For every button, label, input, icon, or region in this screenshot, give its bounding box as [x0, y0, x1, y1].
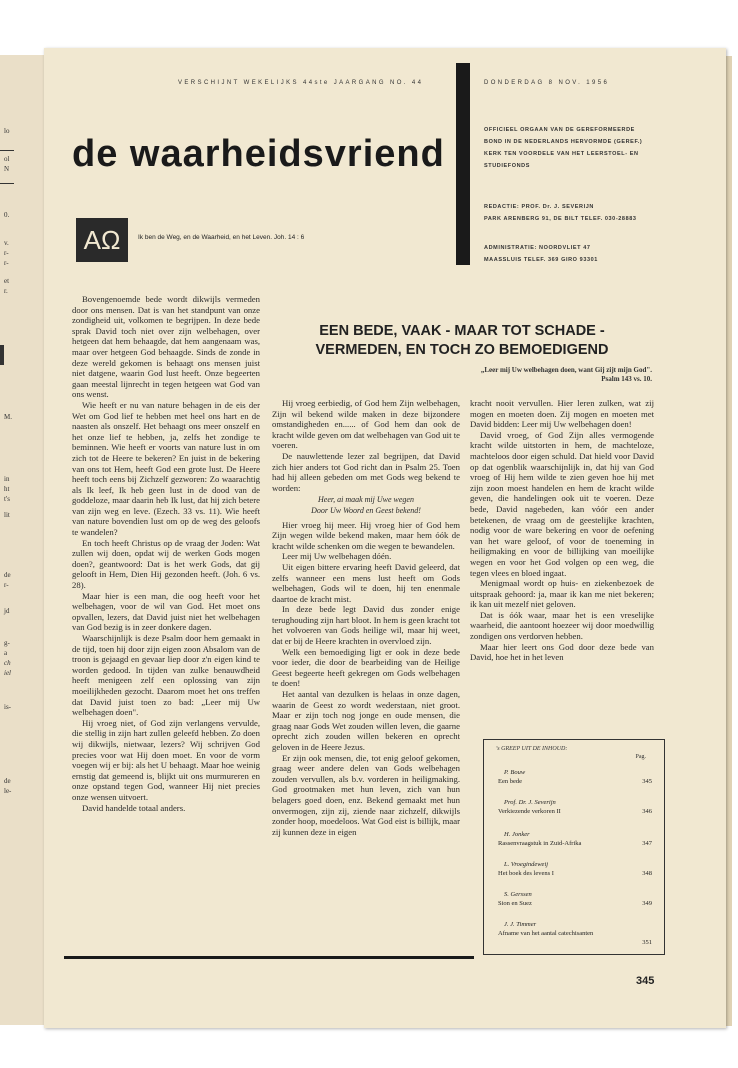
- fragment-text: iel: [4, 669, 11, 677]
- fragment-rule: [0, 183, 14, 184]
- page-number: 345: [636, 975, 655, 987]
- toc-title: 's GREEP UIT DE INHOUD:: [496, 746, 568, 752]
- toc-entry: J. J. Timmer Afname van het aantal catechisanten 351: [498, 921, 652, 946]
- toc-entry: Prof. Dr. J. Severijn Verkiezende verkoren II 346: [498, 799, 652, 815]
- fragment-text: et: [4, 277, 10, 285]
- fragment-text: jd: [4, 607, 10, 615]
- fragment-text: de: [4, 777, 11, 785]
- fragment-text: ch: [4, 659, 11, 667]
- fragment-text: r-: [4, 259, 9, 267]
- fragment-text: ol: [4, 155, 10, 163]
- epigraph: „Leer mij Uw welbehagen doen, want Gij zijt mijn God". Psalm 143 vs. 10.: [480, 366, 652, 383]
- fragment-text: t's: [4, 495, 10, 503]
- fragment-text: ht: [4, 485, 10, 493]
- issue-line: VERSCHIJNT WEKELIJKS 44ste JAARGANG NO. 44: [178, 80, 424, 86]
- fragment-text: de: [4, 571, 11, 579]
- toc-entry: H. Jonker Rassenvraagstuk in Zuid-Afrika 347: [498, 831, 652, 847]
- fragment-text: N: [4, 165, 10, 173]
- fragment-text: r-: [4, 581, 9, 589]
- table-of-contents: [483, 739, 665, 955]
- toc-page-label: Pag.: [635, 754, 646, 760]
- fragment-text: r.: [4, 287, 8, 295]
- motto: Ik ben de Weg, en de Waarheid, en het Leven. Joh. 14 : 6: [138, 234, 305, 241]
- fragment-text: le-: [4, 787, 12, 795]
- article-column-1: Bovengenoemde bede wordt dikwijls vermeden door ons mensen. Dat is van het standpunt van onze zondigheid uit, volkomen te begrijpen. In deze bede sprak David toch niet over zijn welbehagen, over hetgeen dat hem behaagde, dat hem aangenaam was, maar over hetgeen God behaagde. Sinds de zonde in deze wereld gekomen is behaagt ons mensen juist niet datgene, waarin God lust heeft. Onze begeerten gaan meestal lijnrecht in tegen hetgeen wat God van ons wenst. Wie heeft er nu van nature behagen in de eis der Wet om God lief te hebben met heel ons hart en de naasten als onszelf. Het behaagt ons meer onszelf en het onze lief te hebben, ja, zelfs het zondige te beminnen. Wie heeft er voorts van nature lust in om zich tot de Heere te bekeren? En juist in de bekering van ons tot Hem, heeft God een grote lust. De Heere heeft toch eens bij Zichzelf gezworen: Zo waarachtig als Ik leef, Ik heb geen lust in de dood van de goddeloze, maar daarin heb Ik lust, dat hij zich betere van zijn weg en leve. (Ezech. 33 vs. 11). Wie heeft van nature bovendien lust om op de weg des geloofs te wandelen? En toch heeft Christus op de vraag der Joden: Wat zullen wij doen, opdat wij de werken Gods mogen doen?, geantwoord: Dat is het werk Gods, dat gij gelooft in Hem, Dien Hij gezonden heeft. (Joh. 6 vs. 28). Maar hier is een man, die oog heeft voor het welbehagen, voor de wil van God. Het moet ons opvallen, lezers, dat David juist niet het welbehagen van God bezig is in zeer donkere dagen. Waarschijnlijk is deze Psalm door hem gemaakt in de tijd, toen hij door zijn eigen zoon Absalom van de troon is gejaagd en gevaar liep door z'n eigen kind te worden gedood. In tijden van zulke benauwdheid heeft menigeen zelf een oplossing van zijn moeilijkheden gezocht. Daarom moet het ons treffen dat David juist toen zo bad: „Leer mij Uw welbehagen doen". Hij vroeg niet, of God zijn verlangens vervulde, die stellig in zijn hart zullen geleefd hebben. Zo doen wij dikwijls, nietwaar, lezers? Wij schrijven God precies voor wat Hij doen moet. En voor de vorm voegen wij er bij: als het U behaagt. Maar hoe weinig ernstig dat gemeend is, blijkt uit ons murmureren en onze opstand tegen God, wanneer Hij niet precies onze wensen uitvoert. David handelde totaal anders.: [72, 294, 260, 813]
- toc-entry: L. Vroegindeweij Het boek des levens I 348: [498, 861, 652, 877]
- fragment-rule: [0, 150, 14, 151]
- official-organ-block: OFFICIEEL ORGAAN VAN DE GEREFORMEERDE BOND IN DE NEDERLANDS HERVORMDE (GEREF.) KERK TEN VOORDELE VAN HET LEERSTOEL- EN STUDIEFONDS: [484, 127, 643, 169]
- article-column-2: Hij vroeg eerbiedig, of God hem Zijn welbehagen, Zijn wil bekend wilde maken in deze bijzondere omstandigheden en...... of God hem dan ook de kracht wilde geven om dat welbehagen van God uit te voeren. De nauwlettende lezer zal begrijpen, dat David zich hier anders tot God richt dan in Psalm 25. Toen had hij alleen gebeden om met Gods weg bekend te worden: Heer, ai maak mij Uwe wegen Door Uw Woord en Geest bekend! Hier vroeg hij meer. Hij vroeg hier of God hem Zijn wegen wilde bekend maken, maar hem óók de kracht wilde schenken om die wegen te bewandelen. Leer mij Uw welbehagen dóén. Uit eigen bittere ervaring heeft David geleerd, dat zelfs wanneer een mens lust heeft om Gods welbehagen, Gods wil te doen, hij ten enenmale daartoe de kracht mist. In deze bede legt David dus zonder enige terughouding zijn hart bloot. In hem is geen kracht tot het volvoeren van Gods heilige wil, maar hij weet, dat er bij de Heere krachten in overvloed zijn. Welk een bemoediging ligt er ook in deze bede voor ieder, die door de bearbeiding van de Heilige Geest begeerte heeft gekregen om Gods welbehagen te doen! Het aantal van dezulken is helaas in onze dagen, waarin de Geest zo wordt wederstaan, niet groot. Maar er zijn toch nog jonge en oude mensen, die graag naar Gods Wet zouden willen leven, die gaarne oprecht zich zouden willen bekeren en oprecht geloven in de Heere Jezus. Er zijn ook mensen, die, tot enig geloof gekomen, graag weer andere delen van Gods welbehagen zouden vervullen, als b.v. vorderen in heiligmaking. God grootmaken met hun leven, zich van hun belagers goed doen, enz. Bekend gemaakt met hun onvermogen, zijn zij, ziende naar zichzelf, dikwijls zonder hoop, moedeloos. Wat God eist is billijk, maar zij kunnen deze in eigen: [272, 398, 460, 837]
- bottom-rule: [64, 956, 474, 959]
- fragment-text: lo: [4, 127, 10, 135]
- masthead-divider: [456, 63, 470, 265]
- fragment-bar: [0, 345, 4, 365]
- fragment-text: r-: [4, 249, 9, 257]
- fragment-text: a: [4, 649, 8, 657]
- toc-entry: P. Bouw Een bede 345: [498, 769, 652, 785]
- alpha-omega-logo: AΩ: [76, 218, 128, 262]
- toc-entry: S. Gerssen Sion en Suez 349: [498, 891, 652, 907]
- psalm-quote: Heer, ai maak mij Uwe wegen Door Uw Woord en Geest bekend!: [311, 495, 421, 515]
- fragment-text: lit: [4, 511, 10, 519]
- fragment-text: M.: [4, 413, 12, 421]
- fragment-text: is-: [4, 703, 11, 711]
- administratie-block: ADMINISTRATIE: NOORDVLIET 47 MAASSLUIS TELEF. 369 GIRO 93301: [484, 245, 598, 263]
- article-headline: EEN BEDE, VAAK - MAAR TOT SCHADE - VERMEDEN, EN TOCH ZO BEMOEDIGEND: [315, 323, 609, 358]
- article-column-3: kracht nooit vervullen. Hier leren zulken, wat zij mogen en moeten doen. Zij mogen en moeten met David bidden: Leer mij Uw welbehagen doen! David vroeg, of God Zijn alles vermogende kracht wilde uitstorten in hem, de machteloze, machteloos door eigen schuld. Dat hield voor David op dat ogenblik waarschijnlijk in, dat hij van God vroeg of Hij hem wilde te zien geven hoe hij met zijn zoon moest handelen en hem de kracht wilde geven, die handelingen ook uit te voeren. Deze bede, David nagebeden, kan vóór een ander betekenen, de vraag om de geestelijke krachten, nodig voor de ware bekering en voor de oefening van het ware geloof, of voor de toeneming in heiligmaking en voor de billijking van moeilijke wegen en voor het God volgen op een weg, die tegen vlees en bloed ingaat. Menigmaal wordt op huis- en ziekenbezoek de uitspraak gehoord: ja, maar ik kan me niet bekeren; ik kan uit mezelf niet geloven. Dat is óók waar, maar het is een vreselijke waarheid, die aantoont hoezeer wij door moedwillig zondigen ons verdorven hebben. Maar hier leert ons God door deze bede van David, hoe het in het leven: [470, 398, 654, 663]
- fragment-text: in: [4, 475, 10, 483]
- fragment-text: v.: [4, 239, 9, 247]
- fragment-text: 0.: [4, 211, 10, 219]
- redactie-block: REDACTIE: PROF. Dr. J. SEVERIJN PARK ARENBERG 91, DE BILT TELEF. 030-28883: [484, 204, 637, 222]
- date-line: DONDERDAG 8 NOV. 1956: [484, 80, 610, 86]
- masthead-title: de waarheidsvriend: [72, 133, 445, 175]
- fragment-text: g-: [4, 639, 10, 647]
